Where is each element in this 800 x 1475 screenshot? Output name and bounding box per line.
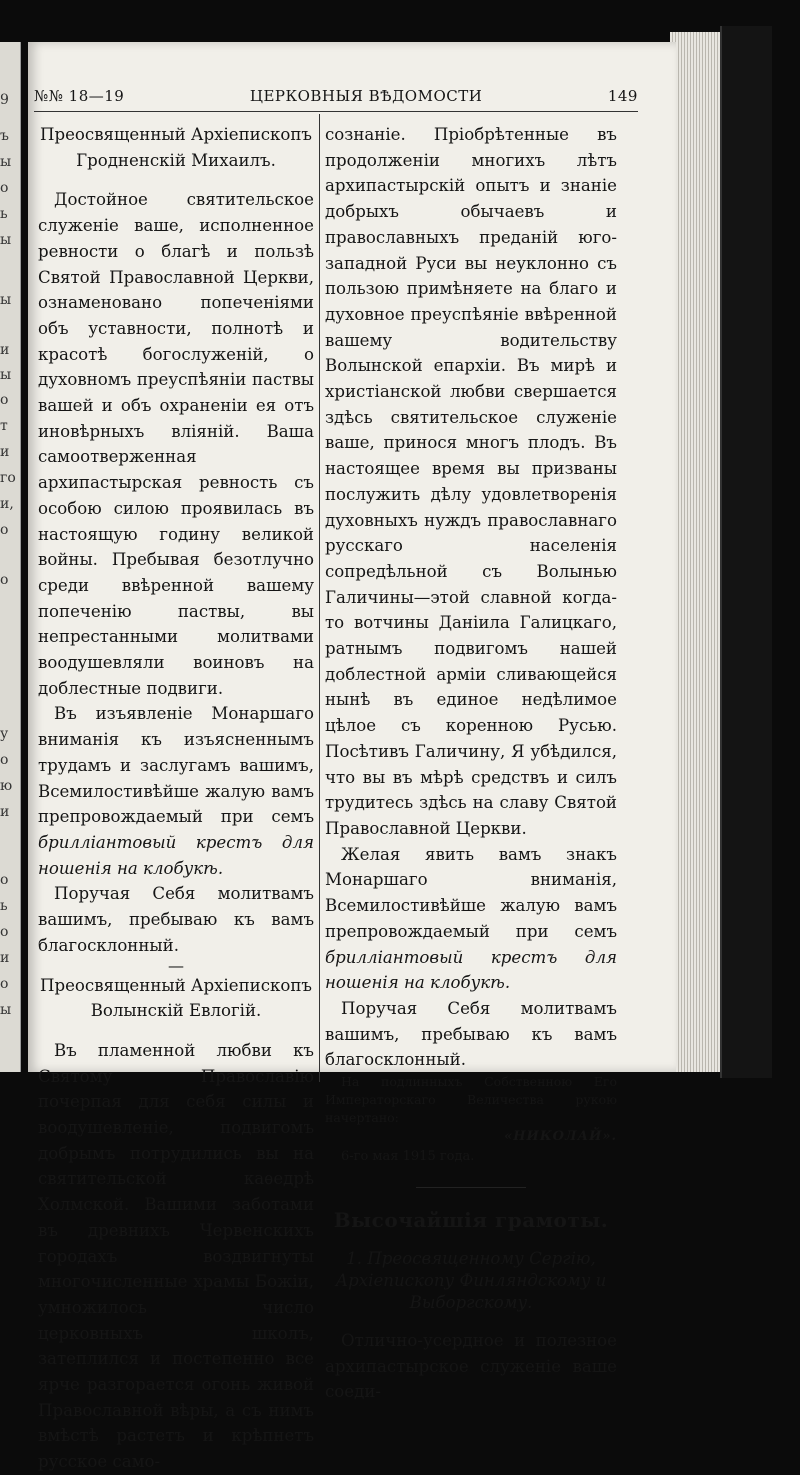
adjacent-fragment: о xyxy=(0,976,9,992)
adjacent-fragment: ь xyxy=(0,206,8,222)
section-heading: Высочайшія грамоты. xyxy=(333,1208,609,1233)
title-line: Преосвященный Архіепископъ xyxy=(40,975,312,995)
adjacent-fragment: о xyxy=(0,572,9,588)
adjacent-fragment: о xyxy=(0,522,9,538)
section-title xyxy=(38,973,314,1024)
section-separator: — xyxy=(168,955,184,975)
paragraph xyxy=(325,842,617,996)
right-column xyxy=(325,122,617,1405)
title-line: Преосвященный Архіепископъ xyxy=(40,125,312,144)
paragraph xyxy=(38,701,314,881)
adjacent-fragment: и xyxy=(0,342,10,358)
adjacent-fragment: ь xyxy=(0,898,8,914)
adjacent-fragment: го xyxy=(0,470,16,486)
book-page xyxy=(28,42,676,1472)
adjacent-page-edge xyxy=(0,42,21,1072)
column-divider xyxy=(319,114,320,1082)
adjacent-fragment: ы xyxy=(0,232,12,248)
header-rule xyxy=(34,111,638,112)
adjacent-fragment: т xyxy=(0,418,8,434)
title-line: Гродненскій Михаилъ. xyxy=(76,150,276,170)
paragraph: Отлично-усердное и полезное архипастырское служеніе ваше соеди- xyxy=(325,1331,617,1402)
adjacent-fragment: ы xyxy=(0,292,12,308)
adjacent-fragment: и xyxy=(0,804,10,820)
short-rule xyxy=(416,1187,526,1188)
italic-award: бриллiантовый крестъ для ношенія на клобукѣ. xyxy=(38,832,314,878)
adjacent-fragment: ы xyxy=(0,154,12,170)
paragraph-text: Въ изъявленіе Монаршаго вниманія къ изъясненнымъ трудамъ и заслугамъ вашимъ, Всемилостивѣйше жалую вамъ препровождаемый при семъ xyxy=(38,704,314,827)
journal-title: ЦЕРКОВНЫЯ ВѢДОМОСТИ xyxy=(249,87,483,105)
title-line: Волынскій Евлогій. xyxy=(90,1001,262,1021)
running-header xyxy=(34,84,638,108)
adjacent-fragment: у xyxy=(0,726,9,742)
adjacent-fragment: 9 xyxy=(0,92,9,108)
paragraph: Достойное святительское служеніе ваше, исполненное ревности о благѣ и пользѣ Святой Православной Церкви, ознаменовано попеченіями объ уставности, полнотѣ и красотѣ богослуженій, о духовномъ преуспѣяніи паствы вашей и объ охраненіи ея отъ иновѣрныхъ вліяній. Ваша самоотверженная архипастырская ревность съ особою силою проявилась въ настоящую годину великой войны. Пребывая безотлучно среди ввѣренной вашему попеченію паствы, вы непрестанными молитвами воодушевляли воиновъ на доблестные подвиги. xyxy=(38,190,314,698)
italic-award: бриллiантовый крестъ для ношенія на клобукѣ. xyxy=(325,947,617,993)
paragraph-text: Желая явить вамъ знакъ Монаршаго вниманія, Всемилостивѣйше жалую вамъ препровождаемый при семъ xyxy=(325,844,617,941)
signature: «НИКОЛАЙ». xyxy=(504,1129,617,1145)
issue-number: №№ 18—19 xyxy=(34,87,125,105)
paragraph: Поручая Себя молитвамъ вашимъ, пребываю къ вамъ благосклонный. xyxy=(325,998,617,1070)
adjacent-fragment: о xyxy=(0,392,9,408)
paragraph: Въ пламенной любви къ Святому Православію почерпая для себя силы и воодушевленіе, подвигомъ добрымъ потрудились вы на святительской каѳедрѣ Холмской. Вашими заботами въ древнихъ Червенскихъ городахъ воздвигнуты многочисленные храмы Божіи, умножилось число церковныхъ школъ, затеплился и постепенно все ярче разгорается огонь живой Православной вѣры, а съ нимъ вмѣстѣ растетъ и крѣпнетъ русское само- xyxy=(38,1040,314,1472)
page-number: 149 xyxy=(607,87,638,105)
addressee: 1. Преосвященному Сергію, Архіепископу Финляндскому и Выборгскому. xyxy=(335,1249,607,1313)
adjacent-fragment: о xyxy=(0,872,9,888)
adjacent-fragment: ю xyxy=(0,778,13,794)
left-column xyxy=(38,122,314,1475)
book-cover xyxy=(720,26,772,1078)
adjacent-fragment: ъ xyxy=(0,128,9,144)
section-title xyxy=(38,122,314,173)
adjacent-fragment: и xyxy=(0,950,10,966)
autograph-note: На подлинныхъ Собственною Его Императорскаго Величества рукою начертано: xyxy=(325,1074,617,1126)
date: 6-го мая 1915 года. xyxy=(341,1149,475,1165)
paragraph: Поручая Себя молитвамъ вашимъ, пребываю къ вамъ благосклонный. xyxy=(38,884,314,955)
adjacent-fragment: ы xyxy=(0,1002,12,1018)
paragraph: сознаніе. Пріобрѣтенные въ продолженіи многихъ лѣтъ архипастырскій опытъ и знаніе добрыхъ обычаевъ и православныхъ преданій юго-западной Руси вы неуклонно съ пользою примѣняете на благо и духовное преуспѣяніе ввѣренной вашему водительству Волынской епархіи. Въ мирѣ и христіанской любви свершается здѣсь святительское служеніе ваше, принося многъ плодъ. Въ настоящее время вы призваны послужить дѣлу удовлетворенія духовныхъ нуждъ православнаго русскаго населенія сопредѣльной съ Волынью Галичины—этой славной когда-то вотчины Даніила Галицкаго, ратнымъ подвигомъ нашей доблестной арміи сливающейся нынѣ въ единое недѣлимое цѣлое съ коренною Русью. Посѣтивъ Галичину, Я убѣдился, что вы въ мѣрѣ средствъ и силъ трудитесь здѣсь на славу Святой Православной Церкви. xyxy=(325,125,617,838)
adjacent-fragment: о xyxy=(0,924,9,940)
adjacent-fragment: ы xyxy=(0,367,12,383)
adjacent-fragment: о xyxy=(0,180,9,196)
adjacent-fragment: о xyxy=(0,752,9,768)
adjacent-fragment: и, xyxy=(0,496,14,512)
adjacent-fragment: и xyxy=(0,444,10,460)
